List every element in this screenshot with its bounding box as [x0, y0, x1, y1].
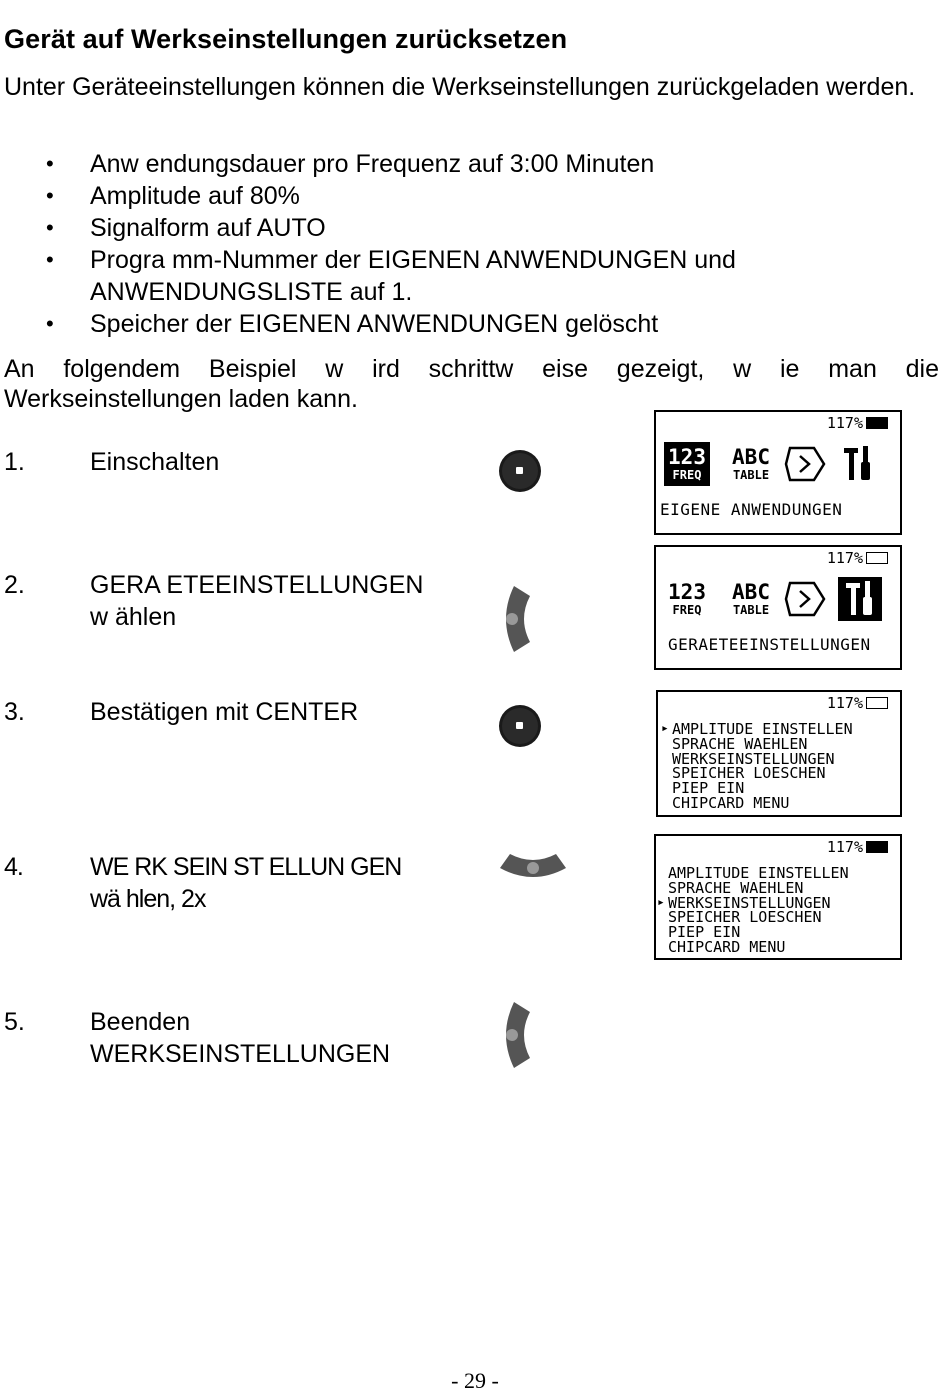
- step-number: 1.: [4, 448, 25, 476]
- step-text-line: w ählen: [90, 603, 177, 631]
- page-number: - 29 -: [451, 1368, 499, 1393]
- step-text-line: wä hlen, 2x: [90, 885, 206, 913]
- step-text: [90, 851, 401, 915]
- down-arrow-button-icon: [498, 852, 568, 888]
- freq-icon: 123 FREQ: [664, 442, 710, 486]
- screen-caption: EIGENE ANWENDUNGEN: [660, 500, 843, 519]
- step-text-line: WERKSEINSTELLUNGEN: [90, 1040, 391, 1068]
- list-item-continuation-text: ANWENDUNGSLISTE auf 1.: [90, 278, 413, 306]
- list-item: • Signalform auf AUTO: [0, 212, 736, 244]
- battery-indicator: 117%: [827, 694, 888, 712]
- table-icon: ABC TABLE: [732, 580, 770, 617]
- screen-caption: GERAETEEINSTELLUNGEN: [668, 635, 871, 654]
- list-item: • Speicher der EIGENEN ANWENDUNGEN gelöscht: [0, 308, 736, 340]
- list-item: • Progra mm-Nummer der EIGENEN ANWENDUNGEN und: [0, 244, 736, 276]
- left-arrow-button-icon: [498, 1000, 532, 1070]
- battery-icon: [866, 841, 888, 853]
- intro-paragraph: Unter Geräteeinstellungen können die Werkseinstellungen zurückgeladen werden.: [4, 73, 916, 101]
- example-line-1: An folgendem Beispiel w ird schrittw eise gezeigt, w ie man die: [4, 355, 939, 383]
- step-text: Einschalten: [90, 448, 220, 476]
- center-button-icon: [497, 448, 543, 494]
- device-screen-settings-selected: [654, 545, 902, 670]
- battery-icon: [866, 552, 888, 564]
- menu-item: WERKSEINSTELLUNGEN: [672, 749, 835, 768]
- step-text: Bestätigen mit CENTER: [90, 698, 359, 726]
- page-title: Gerät auf Werkseinstellungen zurücksetzen: [4, 24, 568, 54]
- menu-item: ▸ WERKSEINSTELLUNGEN: [658, 896, 849, 911]
- defaults-list: [0, 148, 736, 340]
- settings-menu: [658, 866, 849, 955]
- menu-item: ▸ AMPLITUDE EINSTELLEN: [662, 722, 853, 737]
- step-text-line: WE RK SEIN ST ELLUN GEN: [90, 853, 402, 881]
- tools-icon: [838, 442, 878, 486]
- menu-item: AMPLITUDE EINSTELLEN: [668, 864, 849, 882]
- example-line-2: Werkseinstellungen laden kann.: [4, 385, 358, 413]
- menu-item: SPEICHER LOESCHEN: [672, 764, 826, 783]
- step-text-line: GERA ETEEINSTELLUNGEN: [90, 571, 424, 599]
- right-arrow-button-icon: [498, 584, 532, 654]
- menu-item: PIEP EIN: [672, 779, 745, 798]
- step-text-line: Beenden: [90, 1008, 191, 1036]
- table-icon: ABC TABLE: [732, 445, 770, 482]
- battery-icon: [866, 697, 888, 709]
- settings-menu: [662, 722, 853, 811]
- battery-icon: [866, 417, 888, 429]
- step-number: 2.: [4, 571, 25, 599]
- step-number: 5.: [4, 1008, 25, 1036]
- menu-item: CHIPCARD MENU: [668, 937, 786, 956]
- step-number: 4.: [4, 853, 23, 881]
- list-item: • Anw endungsdauer pro Frequenz auf 3:00 Minuten: [0, 148, 736, 180]
- list-item-continuation: [0, 276, 736, 308]
- device-screen-settings-menu: [656, 690, 902, 817]
- device-screen-main-menu: [654, 410, 902, 535]
- step-number: 3.: [4, 698, 25, 726]
- battery-indicator: 117%: [827, 549, 888, 567]
- step-text: [90, 569, 423, 633]
- list-item: • Amplitude auf 80%: [0, 180, 736, 212]
- battery-indicator: 117%: [827, 414, 888, 432]
- menu-item: SPEICHER LOESCHEN: [668, 908, 822, 927]
- chip-card-icon: [782, 577, 828, 621]
- step-text: [90, 1006, 390, 1070]
- menu-item: CHIPCARD MENU: [672, 793, 790, 812]
- menu-item: SPRACHE WAEHLEN: [672, 734, 808, 753]
- menu-item: PIEP EIN: [668, 923, 741, 942]
- center-button-icon: [497, 703, 543, 749]
- freq-icon: 123 FREQ: [668, 580, 706, 617]
- tools-icon: [838, 577, 882, 621]
- battery-indicator: 117%: [827, 838, 888, 856]
- device-screen-factory-reset-selected: [654, 834, 902, 960]
- chip-card-icon: [782, 442, 828, 486]
- menu-item: SPRACHE WAEHLEN: [668, 878, 804, 897]
